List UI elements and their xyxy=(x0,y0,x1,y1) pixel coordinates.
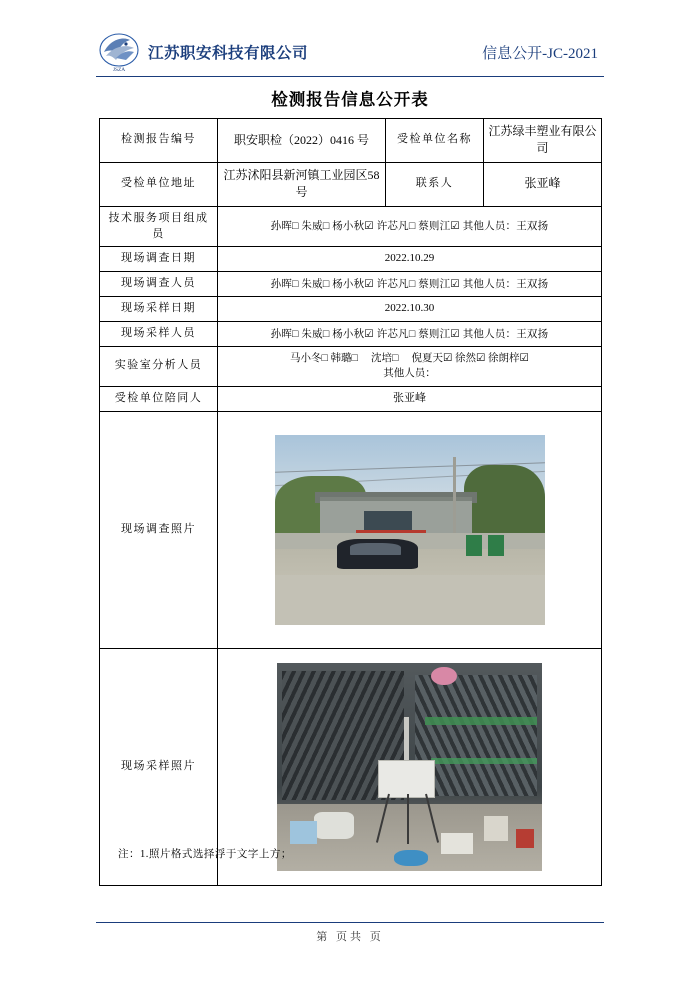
client-name-label: 受检单位名称 xyxy=(386,119,484,163)
table-row xyxy=(100,297,602,322)
page-title: 检测报告信息公开表 xyxy=(271,91,429,109)
survey-staff-label: 现场调查人员 xyxy=(100,272,218,297)
sampling-staff-value: 孙晖□ 朱威□ 杨小秋☑ 许芯凡□ 蔡则江☑ 其他人员：王双扬 xyxy=(218,322,602,347)
lab-staff-line-1: 马小冬□ 韩璐□ 沈培□ 倪夏天☑ 徐然☑ 徐朗梓☑ xyxy=(290,353,529,365)
escort-value: 张亚峰 xyxy=(218,386,602,411)
client-addr-value: 江苏沭阳县新河镇工业园区58 号 xyxy=(218,162,386,206)
report-no-value: 职安职检（2022）0416 号 xyxy=(218,119,386,163)
header-divider xyxy=(96,76,604,77)
company-name: 江苏职安科技有限公司 xyxy=(148,45,309,62)
table-row xyxy=(100,347,602,386)
info-table xyxy=(99,118,602,886)
lab-staff-label: 实验室分析人员 xyxy=(100,347,218,386)
team-value: 孙晖□ 朱威□ 杨小秋☑ 许芯凡□ 蔡则江☑ 其他人员：王双扬 xyxy=(218,206,602,247)
survey-date-label: 现场调查日期 xyxy=(100,247,218,272)
client-addr-label: 受检单位地址 xyxy=(100,162,218,206)
table-row xyxy=(100,206,602,247)
sampling-staff-label: 现场采样人员 xyxy=(100,322,218,347)
table-row xyxy=(100,162,602,206)
table-row xyxy=(100,247,602,272)
sampling-date-label: 现场采样日期 xyxy=(100,297,218,322)
footnote: 注：1.照片格式选择浮于文字上方； xyxy=(118,849,292,860)
table-row xyxy=(100,411,602,648)
table-row xyxy=(100,322,602,347)
lab-staff-line-2: 其他人员： xyxy=(383,368,436,380)
sampling-photo-label: 现场采样照片 xyxy=(100,648,218,885)
page-header xyxy=(96,28,604,76)
client-name-value: 江苏绿丰塑业有限公司 xyxy=(484,119,602,163)
sampling-date-value: 2022.10.30 xyxy=(218,297,602,322)
lab-staff-value xyxy=(218,347,602,386)
svg-text:JSZA: JSZA xyxy=(112,67,126,73)
table-row xyxy=(100,119,602,163)
sampling-equipment-photo xyxy=(277,663,542,871)
survey-staff-value: 孙晖□ 朱威□ 杨小秋☑ 许芯凡□ 蔡则江☑ 其他人员：王双扬 xyxy=(218,272,602,297)
report-no-label: 检测报告编号 xyxy=(100,119,218,163)
contact-value: 张亚峰 xyxy=(484,162,602,206)
eagle-logo-icon xyxy=(96,30,142,74)
factory-yard-photo xyxy=(275,435,545,625)
survey-date-value: 2022.10.29 xyxy=(218,247,602,272)
escort-label: 受检单位陪同人 xyxy=(100,386,218,411)
survey-photo-label: 现场调查照片 xyxy=(100,411,218,648)
contact-label: 联系人 xyxy=(386,162,484,206)
table-row xyxy=(100,272,602,297)
survey-photo-cell xyxy=(218,411,602,648)
team-label: 技术服务项目组成员 xyxy=(100,206,218,247)
footer-divider xyxy=(96,922,604,923)
table-row xyxy=(100,386,602,411)
document-code: 信息公开-JC-2021 xyxy=(482,45,598,62)
brand xyxy=(96,30,308,74)
page-number: 第 页共 页 xyxy=(316,931,384,943)
